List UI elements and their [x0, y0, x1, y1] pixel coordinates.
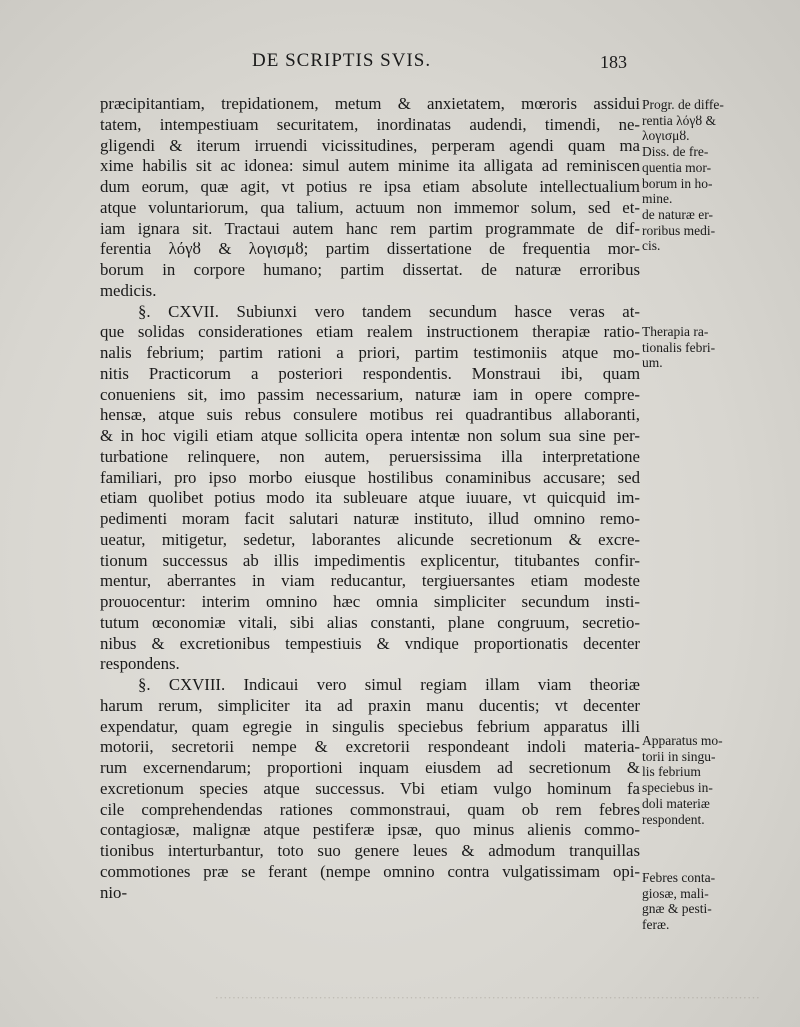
margin-note [642, 733, 772, 827]
text-line: mentur, aberrantes in viam reducantur, tergiuersantes etiam modeste [100, 571, 640, 591]
text-line: tionum successus ab illis impedimentis explicentur, titubantes confir- [100, 550, 640, 570]
margin-note-line: tionalis febri- [642, 339, 716, 355]
bleed-through-texture: ······························································································································ [214, 990, 760, 1005]
margin-note-line: feræ. [642, 917, 670, 933]
text-line: motorii, secretorii nempe & excretorii respondeant indoli materia- [100, 737, 640, 757]
text-line: excretionum species atque successus. Vbi etiam vulgo hominum fa [100, 778, 640, 798]
text-line: nitis Practicorum a posteriori respondentis. Monstraui ibi, quam [100, 363, 640, 383]
text-line: §. CXVIII. Indicaui vero simul regiam illam viam theoriæ [138, 675, 640, 694]
margin-note-line: respondent. [642, 811, 705, 827]
main-text-column [100, 94, 640, 903]
text-line: gligendi & iterum irruendi vicissitudines, perperam agendi quam ma [100, 135, 640, 155]
text-line: nio- [100, 882, 128, 902]
text-line: ueatur, mitigetur, sedetur, laborantes alicunde secretionum & excre- [100, 529, 640, 549]
text-line: etiam quolibet potius modo ita subleuare atque iuuare, vt quicquid im- [100, 488, 640, 508]
page-number: 183 [600, 52, 627, 72]
text-line: tatem, intempestiuam securitatem, inordinatas audendi, timendi, ne- [100, 114, 640, 134]
text-line: medicis. [100, 280, 157, 300]
text-line: contagiosæ, malignæ atque pestiferæ ipsæ, quo minus alienis commo- [100, 820, 640, 840]
text-line: nalis febrium; partim rationi a priori, partim testimoniis atque mo- [100, 343, 640, 362]
text-line: ferentia λόγȣ & λογισμȣ; partim dissertatione de frequentia mor- [100, 239, 640, 259]
text-line: familiari, pro ipso morbo eiusque hostilibus conaminibus accusare; sed [100, 467, 640, 487]
text-line: tutum œconomiæ vitali, sibi alias constanti, plane congruum, secretio- [100, 612, 640, 632]
margin-note-line: borum in ho- [642, 175, 713, 191]
margin-note-line: doli materiæ [642, 795, 710, 811]
running-head: DE SCRIPTIS SVIS. [252, 50, 432, 71]
text-line: nibus & excretionibus tempestiuis & vndique proportionatis decenter [100, 633, 640, 653]
margin-note-line: roribus medi- [642, 222, 716, 238]
text-line: prouocentur: interim omnino hæc omnia simpliciter secundum insti- [100, 592, 640, 611]
margin-note [642, 324, 772, 371]
margin-note-line: Progr. de diffe- [642, 97, 724, 112]
margin-note-line: gnæ & pesti- [642, 901, 712, 917]
margin-note-line: cis. [642, 238, 661, 254]
text-line: cile comprehendendas rationes commonstraui, quam ob rem febres [100, 799, 640, 819]
margin-note-line: Apparatus mo- [642, 733, 723, 748]
margin-note-line: speciebus in- [642, 780, 713, 796]
text-line: hensæ, atque suis rebus consulere motibus rei quadrantibus allaboranti, [100, 405, 640, 425]
margin-note-line: torii in singu- [642, 748, 716, 764]
text-line: dum eorum, quæ agit, vt potius re ipsa etiam absolute intellectualium [100, 177, 640, 196]
margin-note-line: lis febrium [642, 764, 701, 780]
text-line: turbatione relinquere, non autem, peruersissima illa interpretatione [100, 446, 640, 466]
margin-note-line: Diss. de fre- [642, 144, 709, 160]
margin-note-line: rentia λόγȣ & [642, 112, 716, 128]
text-line: conueniens sit, imo passim necessarium, naturæ iam in opere compre- [100, 384, 640, 404]
margin-note-line: de naturæ er- [642, 206, 713, 222]
text-line: harum rerum, simpliciter ita ad praxin manu ducentis; vt decenter [100, 695, 640, 715]
text-line: commotiones præ se ferant (nempe omnino contra vulgatissimam opi- [100, 861, 640, 881]
text-line: borum in corpore humano; partim dissertat. de naturæ erroribus [100, 260, 640, 279]
margin-note-line: quentia mor- [642, 159, 712, 175]
text-line: iam ignara sit. Tractaui autem hanc rem partim programmate de dif- [100, 218, 640, 238]
margin-note-line: λογισμȣ. [642, 128, 690, 144]
text-line: pedimenti moram facit salutari naturæ instituto, illud omnino remo- [100, 509, 640, 528]
margin-note [642, 97, 772, 254]
margin-note [642, 870, 772, 933]
text-line: respondens. [100, 654, 180, 674]
text-line: tionibus interturbantur, toto suo genere leues & admodum tranquillas [100, 841, 640, 860]
text-line: præcipitantiam, trepidationem, metum & anxietatem, mœroris assidui [100, 94, 640, 113]
text-line: rum excernendarum; proportioni inquam eiusdem ad secretionum & [100, 758, 640, 777]
text-line: atque voluntariorum, qua talium, actuum non immemor solum, sed et- [100, 197, 640, 217]
margin-note-line: giosæ, mali- [642, 885, 709, 901]
text-line: & in hoc vigili etiam atque sollicita opera intentæ non solum sua sine per- [100, 426, 640, 445]
text-line: xime habilis sit ac idonea: simul autem minime ita alligata ad reminiscen [100, 156, 640, 176]
margin-note-line: Therapia ra- [642, 324, 709, 339]
margin-note-line: Febres conta- [642, 870, 716, 885]
page-header [0, 50, 800, 80]
text-line: expendatur, quam egregie in singulis speciebus febrium apparatus illi [100, 716, 640, 736]
margin-note-line: um. [642, 355, 663, 371]
margin-note-line: mine. [642, 191, 673, 207]
text-line: §. CXVII. Subiunxi vero tandem secundum hasce veras at- [138, 301, 640, 321]
text-line: que solidas considerationes etiam realem instructionem therapiæ ratio- [100, 322, 640, 342]
